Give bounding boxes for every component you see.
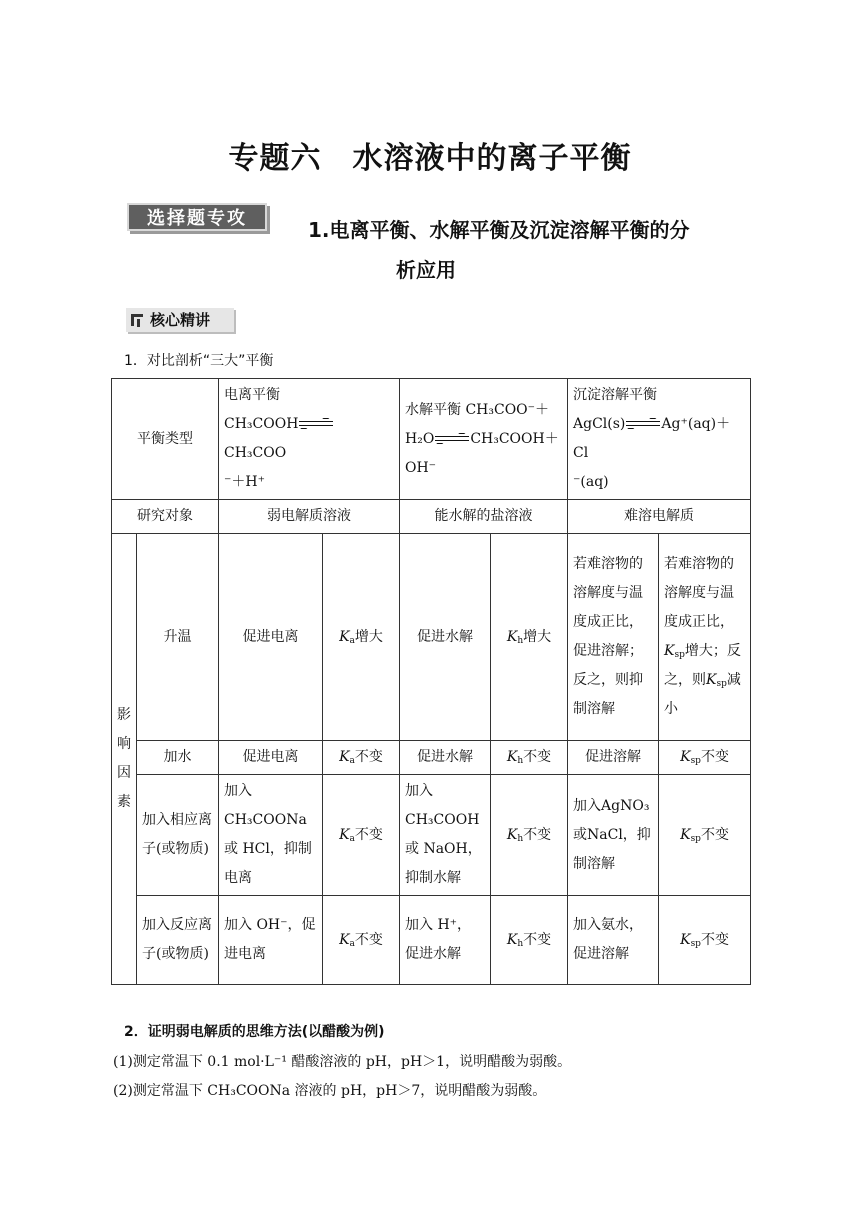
- precip-name: 沉淀溶解平衡: [573, 387, 658, 403]
- table-row: [112, 534, 751, 741]
- same-ion-k: $K_a$不变: [323, 775, 400, 896]
- water-hyd-effect: 促进水解: [400, 741, 491, 775]
- heat-ion-k: $K_a$增大: [323, 534, 400, 741]
- water-ion-effect: 促进电离: [219, 741, 323, 775]
- factor-same-ion: 加入相应离子(或物质): [137, 775, 219, 896]
- table-row: [112, 896, 751, 985]
- react-precip-k: $K_{sp}$不变: [659, 896, 751, 985]
- react-hyd-effect: 加入 H⁺，促进水解: [400, 896, 491, 985]
- hydrolysis-left: H₂O: [405, 430, 435, 447]
- same-precip-k: $K_{sp}$不变: [659, 775, 751, 896]
- factor-label: [112, 534, 137, 985]
- k-text: 不变: [523, 931, 552, 948]
- react-ion-effect: 加入 OH⁻，促进电离: [219, 896, 323, 985]
- same-hyd-effect: 加入CH₃COOH或 NaOH，抑制水解: [400, 775, 491, 896]
- factor-react-ion: 加入反应离子(或物质): [137, 896, 219, 985]
- react-ion-k: $K_a$不变: [323, 896, 400, 985]
- table-row: [112, 500, 751, 534]
- ionization-equation: [219, 379, 400, 500]
- equilibrium-arrow-icon: [435, 433, 469, 445]
- heading-compare: 1．对比剖析“三大”平衡: [124, 353, 274, 369]
- water-precip-k: $K_{sp}$不变: [659, 741, 751, 775]
- k-text: 不变: [700, 826, 729, 843]
- equilibrium-arrow-icon: [626, 418, 660, 430]
- k-text: 不变: [354, 826, 383, 843]
- k-text: 增大: [354, 628, 383, 645]
- precip-eq-line: [573, 410, 745, 468]
- section-title-line1: 1.电离平衡、水解平衡及沉淀溶解平衡的分: [308, 218, 690, 242]
- factor-char: 因: [117, 765, 131, 781]
- heat-hyd-k: $K_h$增大: [491, 534, 568, 741]
- ionization-right: CH₃COO: [224, 445, 287, 461]
- page-title: 专题六 水溶液中的离子平衡: [228, 141, 632, 176]
- k-text: 不变: [523, 749, 552, 765]
- k-text: 不变: [700, 931, 729, 948]
- precip-equation: [568, 379, 751, 500]
- precip-left: AgCl(s): [573, 416, 626, 432]
- heat-precip-k: 若难溶物的溶解度与温度成正比，$K_{sp}$增大；反之，则$K_{sp}$减小: [659, 534, 751, 741]
- k-text: 不变: [354, 931, 383, 948]
- heading-method: 2．证明弱电解质的思维方法(以醋酸为例): [124, 1024, 385, 1040]
- factor-char: 响: [117, 736, 131, 752]
- row-label-type: 平衡类型: [112, 379, 219, 500]
- water-precip-effect: 促进溶解: [568, 741, 659, 775]
- factor-char: 素: [117, 794, 131, 810]
- hydrolysis-eq-line: [405, 425, 562, 454]
- research-hydrolysis: 能水解的盐溶液: [400, 500, 568, 534]
- k-text: 增大: [523, 628, 552, 645]
- k-text: 不变: [523, 826, 552, 843]
- research-precip: 难溶电解质: [568, 500, 751, 534]
- row-label-research: 研究对象: [112, 500, 219, 534]
- factor-char: 影: [117, 707, 131, 723]
- same-precip-effect: 加入AgNO₃ 或NaCl，抑制溶解: [568, 775, 659, 896]
- hydrolysis-right: CH₃COOH＋: [470, 430, 559, 447]
- table-row: [112, 379, 751, 500]
- hydrolysis-name: 水解平衡 CH₃COO⁻＋: [405, 401, 550, 418]
- paragraph-2: (2)测定常温下 CH₃COONa 溶液的 pH，pH＞7，说明醋酸为弱酸。: [113, 1083, 547, 1099]
- k-text: 不变: [354, 749, 383, 765]
- precip-right: Ag⁺(aq)＋Cl: [573, 416, 731, 461]
- react-hyd-k: $K_h$不变: [491, 896, 568, 985]
- heat-hyd-effect: 促进水解: [400, 534, 491, 741]
- k-text: 不变: [700, 749, 729, 765]
- ionization-name: 电离平衡: [224, 387, 280, 403]
- core-label-text: 核心精讲: [150, 311, 211, 329]
- ionization-eq-line: [224, 410, 394, 468]
- same-ion-effect: 加入CH₃COONa或 HCl，抑制电离: [219, 775, 323, 896]
- water-ion-k: $K_a$不变: [323, 741, 400, 775]
- precip-cont: ⁻(aq): [573, 474, 609, 490]
- factor-water: 加水: [137, 741, 219, 775]
- heat-ion-effect: 促进电离: [219, 534, 323, 741]
- k-text: 若难溶物的溶解度与温度成正比，: [664, 556, 735, 630]
- same-hyd-k: $K_h$不变: [491, 775, 568, 896]
- section-title-line2: 析应用: [396, 258, 456, 282]
- factor-heat: 升温: [137, 534, 219, 741]
- table-row: [112, 775, 751, 896]
- heat-precip-effect: 若难溶物的溶解度与温度成正比，促进溶解；反之，则抑制溶解: [568, 534, 659, 741]
- k-text: 增大；反之，则: [664, 643, 741, 688]
- hydrolysis-equation: [400, 379, 568, 500]
- water-hyd-k: $K_h$不变: [491, 741, 568, 775]
- bracket-icon: [131, 314, 143, 326]
- table-row: [112, 741, 751, 775]
- ionization-left: CH₃COOH: [224, 416, 299, 432]
- research-ionization: 弱电解质溶液: [219, 500, 400, 534]
- equilibrium-arrow-icon: [299, 418, 333, 430]
- react-precip-effect: 加入氨水，促进溶解: [568, 896, 659, 985]
- ionization-cont: ⁻＋H⁺: [224, 474, 265, 490]
- core-label: [126, 308, 234, 332]
- k-text: 减小: [664, 672, 741, 717]
- hydrolysis-cont: OH⁻: [405, 459, 437, 476]
- equilibrium-table: [111, 378, 751, 985]
- paragraph-1: (1)测定常温下 0.1 mol·L⁻¹ 醋酸溶液的 pH，pH＞1，说明醋酸为弱酸。: [113, 1054, 572, 1070]
- section-badge: 选择题专攻: [127, 203, 267, 231]
